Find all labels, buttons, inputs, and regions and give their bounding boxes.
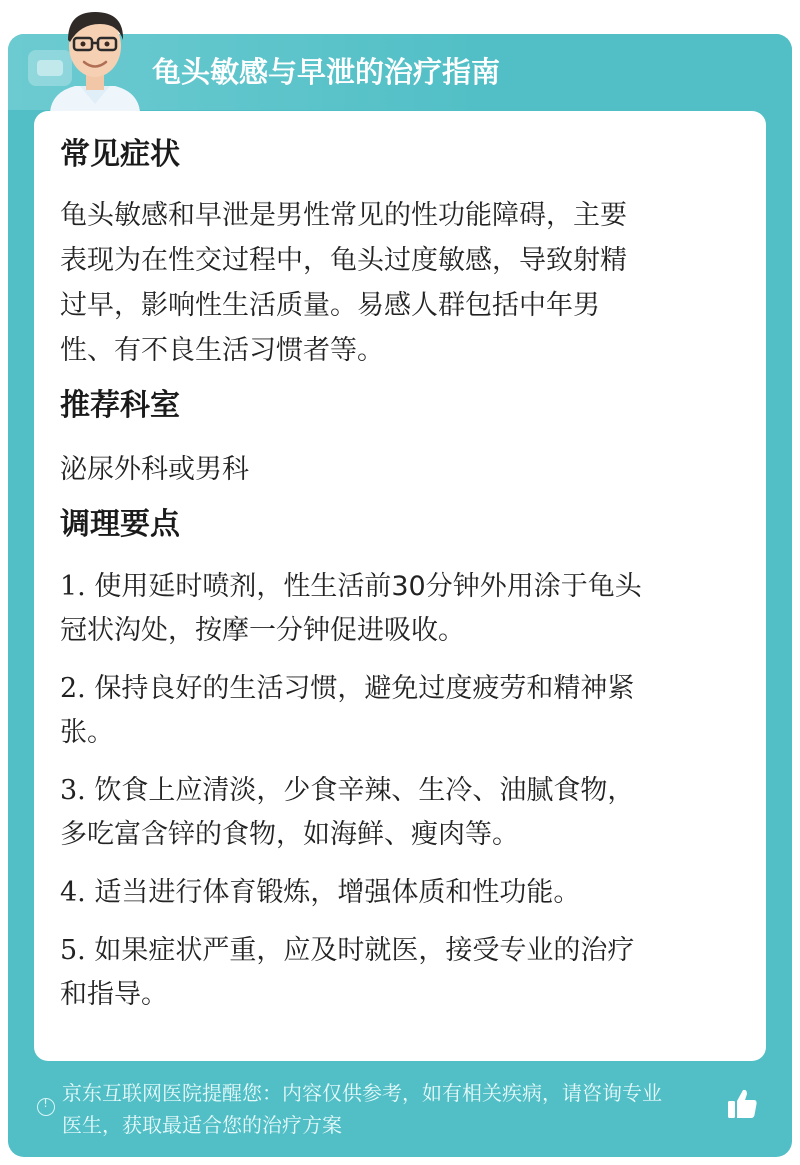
department-text: 泌尿外科或男科 [60, 454, 249, 485]
info-icon [37, 1098, 55, 1116]
card-content [60, 111, 730, 1017]
thumbs-up-icon[interactable] [724, 1086, 760, 1122]
section-title-care-points: 调理要点 [60, 507, 180, 542]
care-item-line [60, 769, 730, 813]
care-item [60, 769, 730, 857]
symptoms-line: 过早，影响性生活质量。易感人群包括中年男 [60, 290, 600, 321]
care-item-text: 使用延时喷剂，性生活前30分钟外用涂于龟头 [94, 571, 642, 602]
care-item-line: 张。 [60, 717, 114, 748]
doctor-avatar-icon [40, 0, 150, 112]
care-item-number: 4. [60, 877, 86, 908]
care-item-number: 1. [60, 571, 86, 602]
disclaimer-line: 京东互联网医院提醒您：内容仅供参考，如有相关疾病，请咨询专业 [62, 1081, 662, 1105]
section-title-symptoms: 常见症状 [60, 137, 180, 172]
symptoms-line: 性、有不良生活习惯者等。 [60, 335, 384, 366]
disclaimer [62, 1077, 732, 1141]
care-item-number: 3. [60, 775, 86, 806]
care-item-text: 适当进行体育锻炼，增强体质和性功能。 [94, 877, 581, 908]
care-item-text: 饮食上应清淡，少食辛辣、生冷、油腻食物， [94, 775, 635, 806]
care-item-text: 如果症状严重，应及时就医，接受专业的治疗 [94, 935, 635, 966]
care-item-line: 多吃富含锌的食物，如海鲜、瘦肉等。 [60, 819, 519, 850]
care-item-text: 保持良好的生活习惯，避免过度疲劳和精神紧 [94, 673, 635, 704]
care-item-number: 5. [60, 935, 86, 966]
care-item [60, 929, 730, 1017]
disclaimer-line: 医生，获取最适合您的治疗方案 [62, 1113, 342, 1137]
content-card [34, 111, 766, 1061]
symptoms-line: 表现为在性交过程中，龟头过度敏感，导致射精 [60, 245, 627, 276]
care-item-line: 冠状沟处，按摩一分钟促进吸收。 [60, 615, 465, 646]
care-item-line: 和指导。 [60, 979, 168, 1010]
symptoms-line: 龟头敏感和早泄是男性常见的性功能障碍，主要 [60, 200, 627, 231]
care-item-line [60, 667, 730, 711]
page-title: 龟头敏感与早泄的治疗指南 [152, 55, 501, 89]
care-item [60, 667, 730, 755]
care-item-number: 2. [60, 673, 86, 704]
care-item-line [60, 929, 730, 973]
care-item-line [60, 565, 730, 609]
care-item [60, 565, 730, 653]
section-title-department: 推荐科室 [60, 388, 180, 423]
care-item [60, 871, 730, 915]
care-item-line [60, 871, 730, 915]
